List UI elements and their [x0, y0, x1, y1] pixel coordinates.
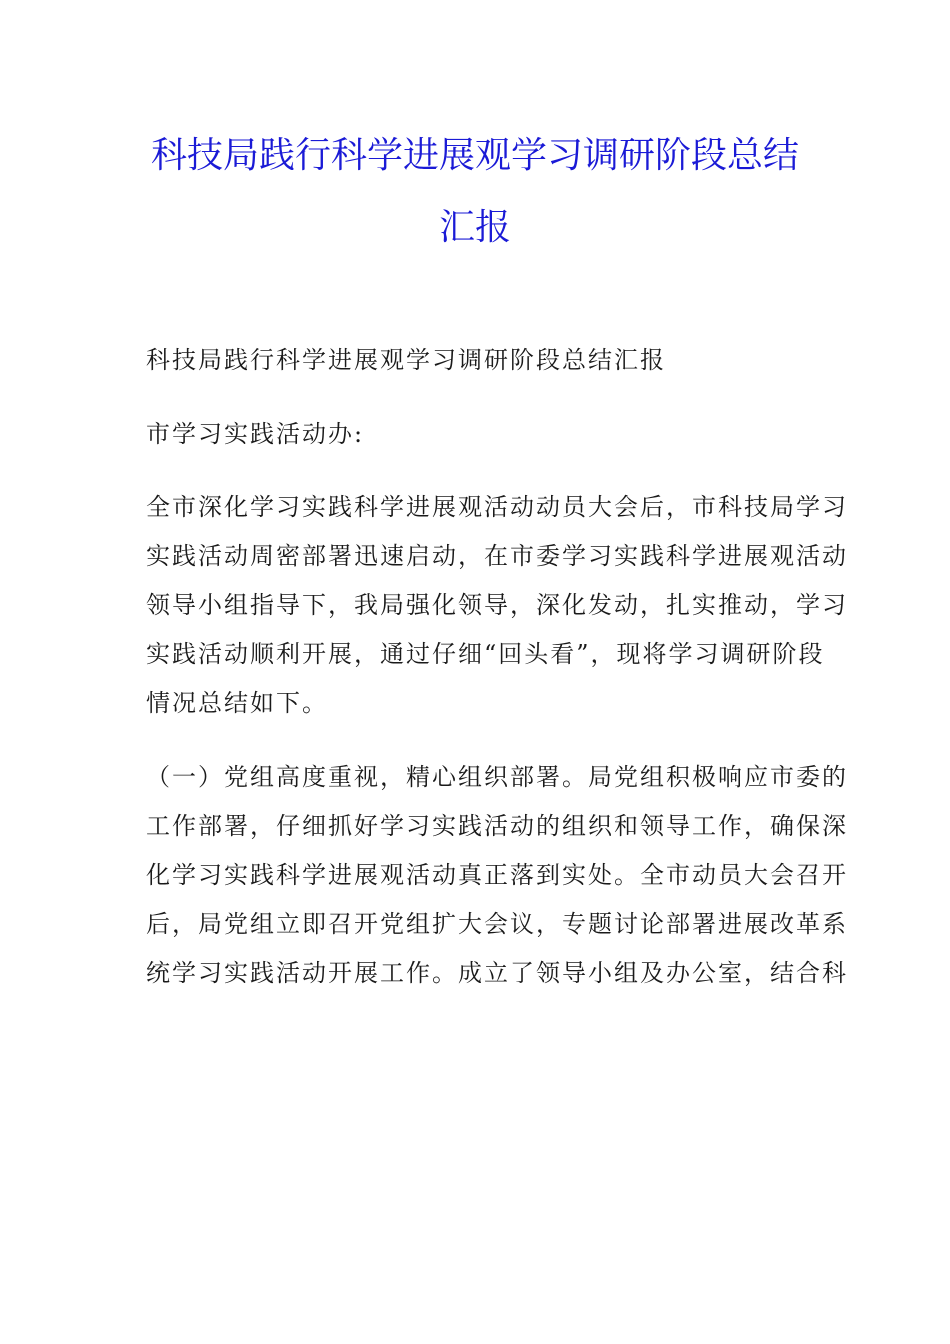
document-title: [0, 120, 950, 264]
subtitle-text: 科技局践行科学进展观学习调研阶段总结汇报: [146, 346, 666, 374]
paragraph-section-1: [146, 753, 848, 998]
paragraph-line: 工作部署，仔细抓好学习实践活动的组织和领导工作，确保深: [146, 811, 848, 840]
title-line-2: 汇报: [438, 207, 511, 248]
paragraph-line: 实践活动周密部署迅速启动，在市委学习实践科学进展观活动: [146, 542, 848, 570]
paragraph-line: 全市深化学习实践科学进展观活动动员大会后，市科技局学习: [146, 493, 848, 521]
paragraph-intro: [146, 483, 848, 728]
paragraph-line: 情况总结如下。: [146, 689, 328, 717]
paragraph-line: 统学习实践活动开展工作。成立了领导小组及办公室，结合科: [146, 958, 848, 987]
paragraph-line: 化学习实践科学进展观活动真正落到实处。全市动员大会召开: [146, 860, 848, 889]
addressee: [146, 410, 808, 459]
paragraph-line: 后，局党组立即召开党组扩大会议，专题讨论部署进展改革系: [146, 909, 848, 938]
subtitle: [146, 336, 808, 385]
paragraph-line: 领导小组指导下，我局强化领导，深化发动，扎实推动，学习: [146, 591, 848, 619]
paragraph-line: （一）党组高度重视，精心组织部署。局党组积极响应市委的: [146, 762, 848, 791]
title-line-1: 科技局践行科学进展观学习调研阶段总结: [150, 135, 799, 176]
addressee-text: 市学习实践活动办:: [146, 419, 365, 448]
document-body: [146, 336, 848, 1022]
paragraph-line: 实践活动顺利开展，通过仔细“回头看”，现将学习调研阶段: [146, 640, 825, 668]
